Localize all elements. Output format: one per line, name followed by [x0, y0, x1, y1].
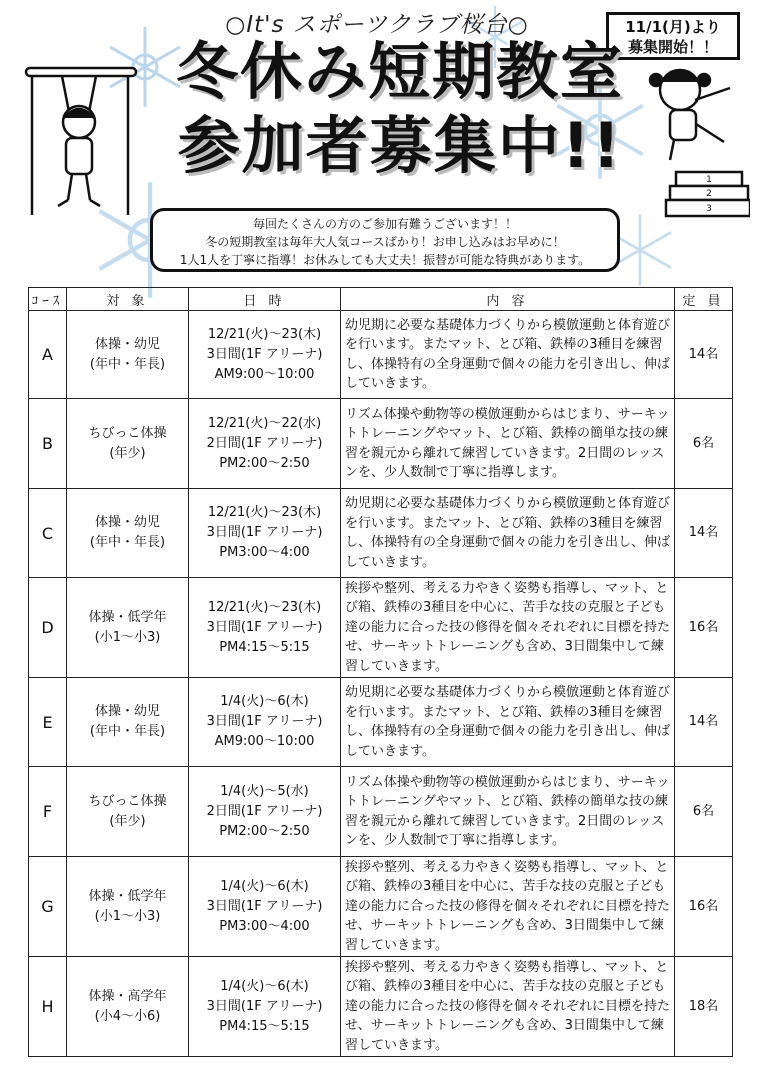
target-line: 体操・低学年: [88, 888, 167, 904]
club-name: ○It's スポーツクラブ桜台○: [225, 12, 529, 38]
datetime-line: 12/21(火)～23(木): [207, 326, 322, 342]
target-cell: [67, 678, 189, 767]
capacity-cell: 6名: [675, 399, 733, 489]
datetime-line: PM3:00～4:00: [219, 918, 310, 934]
course-code: G: [29, 857, 67, 957]
capacity-cell: 14名: [675, 678, 733, 767]
target-line: 体操・高学年: [88, 988, 167, 1004]
datetime-cell: [189, 678, 341, 767]
intro-line: 毎回たくさんの方のご参加有難うございます！！: [252, 217, 517, 231]
target-cell: [67, 578, 189, 678]
datetime-line: PM3:00～4:00: [219, 545, 310, 560]
datetime-cell: [189, 767, 341, 857]
target-line: (小1～小3): [94, 629, 161, 645]
capacity-cell: 16名: [675, 578, 733, 678]
datetime-line: AM9:00～10:00: [214, 734, 315, 749]
vault-box-label-2: 2: [706, 189, 712, 199]
content-cell: 挨拶や整列、考える力やきく姿勢も指導し、マット、とび箱、鉄棒の3種目を中心に、苦手な技の克服と子ども達の能力に合った技の修得を個々それぞれに目標を持たせ、サーキットトレーニングも含め、3日間集中して練習していきます。: [341, 857, 675, 957]
table-header-row: [29, 288, 733, 311]
datetime-cell: [189, 399, 341, 489]
target-cell: [67, 857, 189, 957]
capacity-cell: 18名: [675, 957, 733, 1057]
capacity-cell: 14名: [675, 489, 733, 578]
datetime-line: PM2:00～2:50: [219, 455, 310, 471]
header-course: ｺｰｽ: [29, 288, 67, 311]
datetime-line: 3日間(1F アリーナ): [206, 619, 323, 635]
datetime-line: 3日間(1F アリーナ): [206, 898, 323, 914]
datetime-line: 12/21(火)～22(水): [207, 415, 322, 431]
target-line: (小1～小3): [94, 908, 161, 924]
vault-box-label-1: 1: [706, 175, 712, 185]
content-cell: 幼児期に必要な基礎体力づくりから模倣運動と体育遊びを行います。またマット、とび箱、鉄棒の3種目を練習し、体操特有の全身運動で個々の能力を引き出し、伸ばしていきます。: [341, 311, 675, 399]
datetime-line: 3日間(1F アリーナ): [206, 998, 323, 1014]
boy-on-bar-illustration: [24, 60, 144, 220]
content-cell: 挨拶や整列、考える力やきく姿勢も指導し、マット、とび箱、鉄棒の3種目を中心に、苦手な技の克服と子ども達の能力に合った技の修得を個々それぞれに目標を持たせ、サーキットトレーニングも含め、3日間集中して練習していきます。: [341, 578, 675, 678]
datetime-line: 3日間(1F アリーナ): [206, 714, 323, 729]
target-cell: [67, 767, 189, 857]
datetime-cell: [189, 578, 341, 678]
course-code: F: [29, 767, 67, 857]
course-code: H: [29, 957, 67, 1057]
capacity-cell: 14名: [675, 311, 733, 399]
target-cell: [67, 399, 189, 489]
table-row: [29, 311, 733, 399]
course-code: E: [29, 678, 67, 767]
badge-start-line: 募集開始！！: [627, 38, 718, 56]
target-line: ちびっこ体操: [88, 793, 167, 809]
table-row: [29, 489, 733, 578]
content-cell: 挨拶や整列、考える力やきく姿勢も指導し、マット、とび箱、鉄棒の3種目を中心に、苦手な技の克服と子ども達の能力に合った技の修得を個々それぞれに目標を持たせ、サーキットトレーニングも含め、3日間集中して練習していきます。: [341, 957, 675, 1057]
intro-line: 1人1人を丁寧に指導！お休みしても大丈夫！振替が可能な特典があります。: [179, 253, 591, 267]
datetime-line: PM4:15～5:15: [219, 639, 310, 655]
content-cell: 幼児期に必要な基礎体力づくりから模倣運動と体育遊びを行います。またマット、とび箱、鉄棒の3種目を練習し、体操特有の全身運動で個々の能力を引き出し、伸ばしていきます。: [341, 678, 675, 767]
table-row: [29, 767, 733, 857]
datetime-line: 12/21(火)～23(木): [207, 599, 322, 615]
table-row: [29, 678, 733, 767]
table-row: [29, 399, 733, 489]
datetime-line: 3日間(1F アリーナ): [206, 525, 323, 540]
target-line: 体操・幼児: [94, 515, 160, 530]
target-cell: [67, 489, 189, 578]
intro-line: 冬の短期教室は毎年大人気コースばかり！お申し込みはお早めに！: [205, 235, 565, 249]
datetime-cell: [189, 857, 341, 957]
datetime-cell: [189, 311, 341, 399]
target-line: (年中・年長): [89, 356, 166, 372]
datetime-line: 2日間(1F アリーナ): [206, 803, 323, 819]
header-content: 内 容: [341, 288, 675, 311]
course-code: A: [29, 311, 67, 399]
datetime-line: 3日間(1F アリーナ): [206, 346, 323, 362]
course-code: D: [29, 578, 67, 678]
datetime-line: 2日間(1F アリーナ): [206, 435, 323, 451]
target-line: (小4～小6): [94, 1008, 161, 1024]
girl-vaulting-illustration: [640, 60, 750, 220]
datetime-line: AM9:00～10:00: [214, 366, 315, 382]
datetime-line: 1/4(火)～6(木): [220, 878, 309, 894]
target-line: ちびっこ体操: [88, 425, 167, 441]
main-title-line-2: 参加者募集中!!: [177, 109, 623, 182]
content-cell: リズム体操や動物等の模倣運動からはじまり、サーキットトレーニングやマット、とび箱、鉄棒の簡単な技の練習を親元から離れて練習していきます。2日間のレッスンを、少人数制で丁寧に指導します。: [341, 399, 675, 489]
target-line: (年中・年長): [89, 535, 166, 550]
course-code: C: [29, 489, 67, 578]
target-line: 体操・幼児: [94, 336, 160, 352]
datetime-cell: [189, 957, 341, 1057]
table-row: [29, 957, 733, 1057]
course-table: [28, 287, 733, 1057]
main-title-line-1: 冬休み短期教室: [175, 35, 624, 108]
vault-box-label-3: 3: [706, 204, 712, 214]
header-target: 対 象: [67, 288, 189, 311]
table-row: [29, 578, 733, 678]
datetime-line: 1/4(火)～6(木): [220, 694, 309, 709]
datetime-line: 1/4(火)～5(水): [220, 783, 309, 799]
target-line: (年少): [109, 445, 146, 461]
target-line: (年少): [109, 813, 146, 829]
content-cell: リズム体操や動物等の模倣運動からはじまり、サーキットトレーニングやマット、とび箱、鉄棒の簡単な技の練習を親元から離れて練習していきます。2日間のレッスンを、少人数制で丁寧に指導します。: [341, 767, 675, 857]
datetime-line: PM4:15～5:15: [219, 1018, 310, 1034]
capacity-cell: 6名: [675, 767, 733, 857]
target-cell: [67, 957, 189, 1057]
target-line: 体操・幼児: [94, 704, 160, 719]
content-cell: 幼児期に必要な基礎体力づくりから模倣運動と体育遊びを行います。またマット、とび箱、鉄棒の3種目を練習し、体操特有の全身運動で個々の能力を引き出し、伸ばしていきます。: [341, 489, 675, 578]
datetime-cell: [189, 489, 341, 578]
capacity-cell: 16名: [675, 857, 733, 957]
datetime-line: 1/4(火)～6(木): [220, 978, 309, 994]
table-row: [29, 857, 733, 957]
header-datetime: 日 時: [189, 288, 341, 311]
target-line: (年中・年長): [89, 724, 166, 739]
header-capacity: 定 員: [675, 288, 733, 311]
target-line: 体操・低学年: [88, 609, 167, 625]
badge-date-line: 11/1(月)より: [625, 18, 721, 36]
datetime-line: 12/21(火)～23(木): [207, 505, 322, 520]
target-cell: [67, 311, 189, 399]
course-code: B: [29, 399, 67, 489]
datetime-line: PM2:00～2:50: [219, 823, 310, 839]
intro-message-box: [150, 208, 620, 272]
